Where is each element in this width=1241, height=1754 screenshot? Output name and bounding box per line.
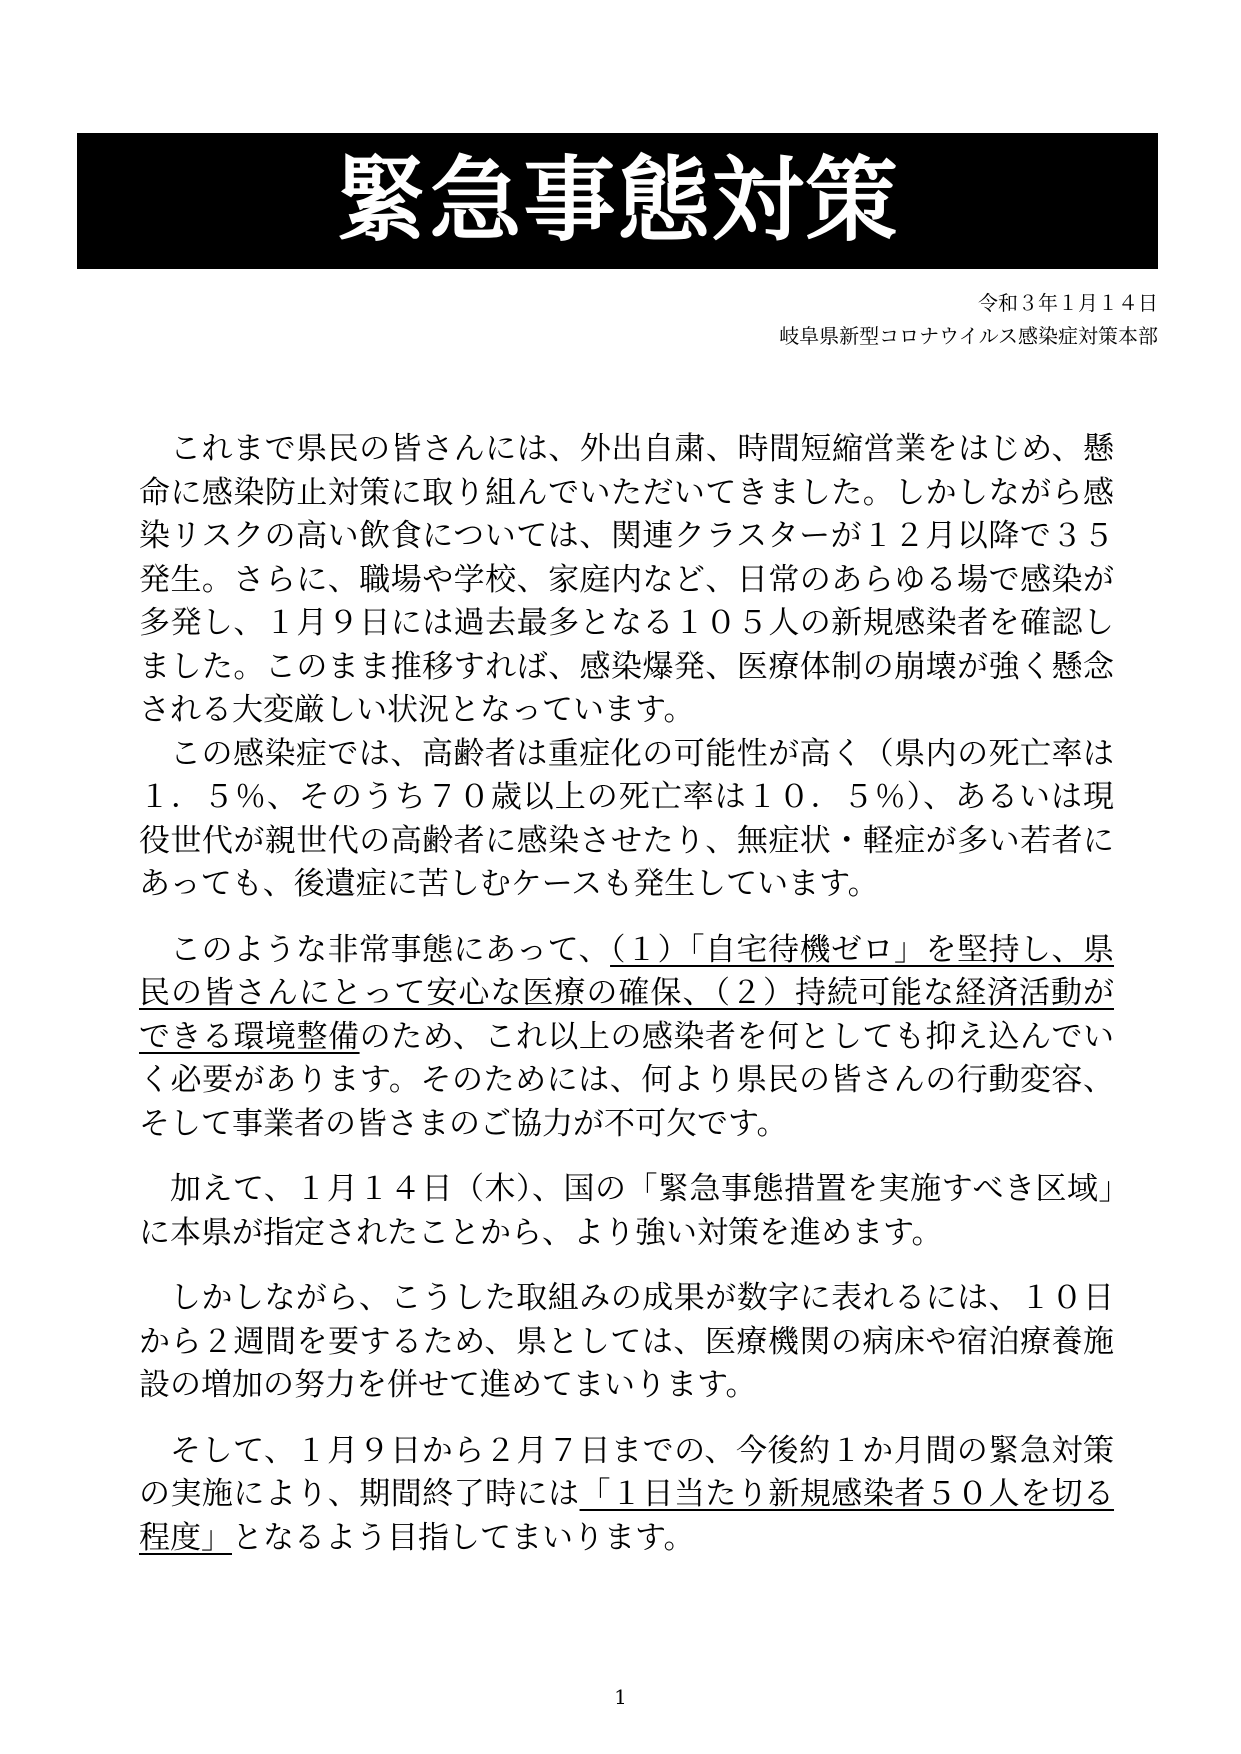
paragraph-designation: 加えて、１月１４日（木）、国の「緊急事態措置を実施すべき区域」に本県が指定されたことから、より強い対策を進めます。	[139, 1171, 1114, 1251]
paragraph-target-tail: となるよう目指してまいります。	[232, 1519, 695, 1556]
page-number: 1	[614, 1685, 627, 1709]
paragraph-medical: しかしながら、こうした取組みの成果が数字に表れるには、１０日から２週間を要するため、県としては、医療機関の病床や宿泊療養施設の増加の努力を併せて進めてまいります。	[139, 1280, 1114, 1403]
issuer-name: 岐阜県新型コロナウイルス感染症対策本部	[779, 324, 1158, 348]
paragraph-situation: これまで県民の皆さんには、外出自粛、時間短縮営業をはじめ、懸命に感染防止対策に取り組んでいただいてきました。しかしながら感染リスクの高い飲食については、関連クラスターが１２月以降で３５発生。さらに、職場や学校、家庭内など、日常のあらゆる場で感染が多発し、１月９日には過去最多となる１０５人の新規感染者を確認しました。このまま推移すれば、感染爆発、医療体制の崩壊が強く懸念される大変厳しい状況となっています。	[139, 431, 1114, 728]
paragraph-goals-lead: このような非常事態にあって、	[170, 931, 611, 968]
paragraph-target	[139, 1430, 1114, 1561]
title-banner	[77, 133, 1158, 269]
paragraph-goals-tail: のため、これ以上の感染者を何としても抑え込んでいく必要があります。そのためには、何より県民の皆さんの行動変容、そして事業者の皆さまのご協力が不可欠です。	[139, 1018, 1114, 1142]
issue-date: 令和３年１月１４日	[978, 291, 1158, 315]
document-title: 緊急事態対策	[335, 147, 900, 254]
paragraph-target-lead: そして、１月９日から２月７日までの、今後約１か月間の緊急対策の実施により、期間終了時には	[139, 1432, 1114, 1512]
document-meta	[779, 287, 1158, 353]
paragraph-goals-emphasis: （１）「自宅待機ゼロ」を堅持し、県民の皆さんにとって安心な医療の確保、（２）持続可能な経済活動ができる環境整備	[139, 931, 1115, 1055]
document-body	[139, 428, 1114, 1560]
paragraph-risk: この感染症では、高齢者は重症化の可能性が高く（県内の死亡率は１．５％、そのうち７０歳以上の死亡率は１０．５％）、あるいは現役世代が親世代の高齢者に感染させたり、無症状・軽症が多い若者にあっても、後遺症に苦しむケースも発生しています。	[139, 735, 1114, 902]
paragraph-target-emphasis: 「１日当たり新規感染者５０人を切る程度」	[139, 1476, 1115, 1556]
paragraph-goals	[139, 929, 1114, 1147]
